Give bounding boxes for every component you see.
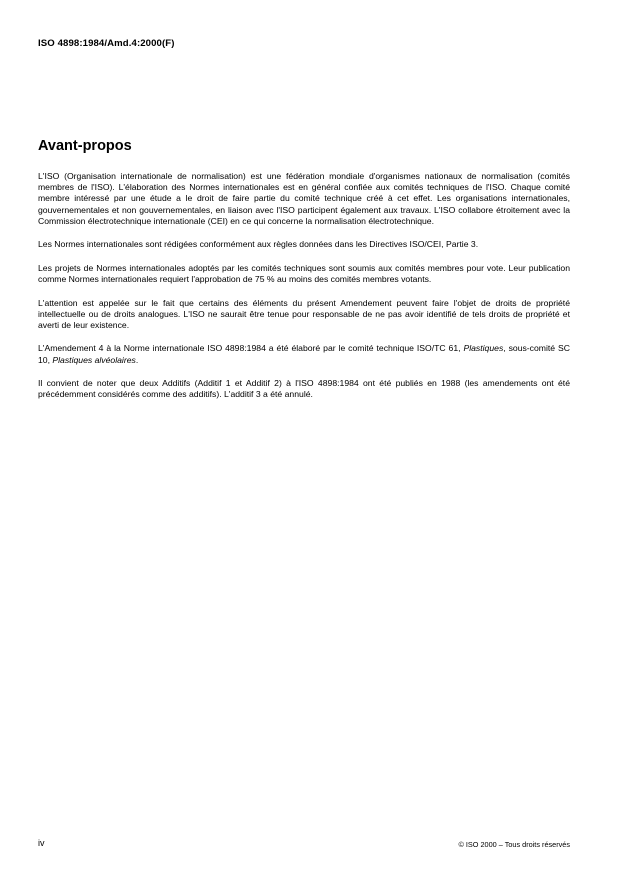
committee-name-plastiques: Plastiques (463, 343, 504, 354)
committee-text-2: , sous-comité SC 10, (38, 343, 570, 365)
paragraph-directives: Les Normes internationales sont rédigées conformément aux règles données dans les Directives ISO/CEI, Partie 3. (38, 239, 479, 250)
section-title: Avant-propos (38, 138, 132, 154)
subcommittee-name: Plastiques alvéolaires (52, 354, 136, 365)
paragraph-voting: Les projets de Normes internationales adoptés par les comités techniques sont soumis aux comités membres pour vote. Leur publication comme Normes internationales requiert l'approbation de 75 % au moins des comités membres votants. (38, 262, 570, 285)
committee-text-1: L'Amendement 4 à la Norme internationale ISO 4898:1984 a été élaboré par le comité technique ISO/TC 61, (38, 343, 464, 354)
paragraph-iso-organisation: L'ISO (Organisation internationale de normalisation) est une fédération mondiale d'organismes nationaux de normalisation (comités membres de l'ISO). L'élaboration des Normes internationales est en général confiée aux comités techniques de l'ISO. Chaque comité membre intéressé par une étude a le droit de faire partie du comité technique créé à cet effet. Les organisations internationales, gouvernementales et non gouvernementales, en liaison avec l'ISO participent également aux travaux. L'ISO collabore étroitement avec la Commission électrotechnique internationale (CEI) en ce qui concerne la normalisation électrotechnique. (38, 171, 570, 226)
copyright-notice: © ISO 2000 – Tous droits réservés (458, 840, 570, 849)
paragraph-committee (38, 343, 570, 365)
paragraph-patent-rights: L'attention est appelée sur le fait que certains des éléments du présent Amendement peuvent faire l'objet de droits de propriété intellectuelle ou de droits analogues. L'ISO ne saurait être tenue pour responsable de ne pas avoir identifié de tels droits de propriété et averti de leur existence. (38, 297, 570, 330)
document-id-header: ISO 4898:1984/Amd.4:2000(F) (38, 38, 175, 49)
foreword-body (38, 171, 570, 413)
page-number: iv (38, 838, 45, 848)
committee-text-3: . (135, 354, 139, 365)
paragraph-additifs: Il convient de noter que deux Additifs (Additif 1 et Additif 2) à l'ISO 4898:1984 ont été publiés en 1988 (les amendements ont été précédemment considérés comme des additifs). L'additif 3 a été annulé. (38, 378, 570, 400)
